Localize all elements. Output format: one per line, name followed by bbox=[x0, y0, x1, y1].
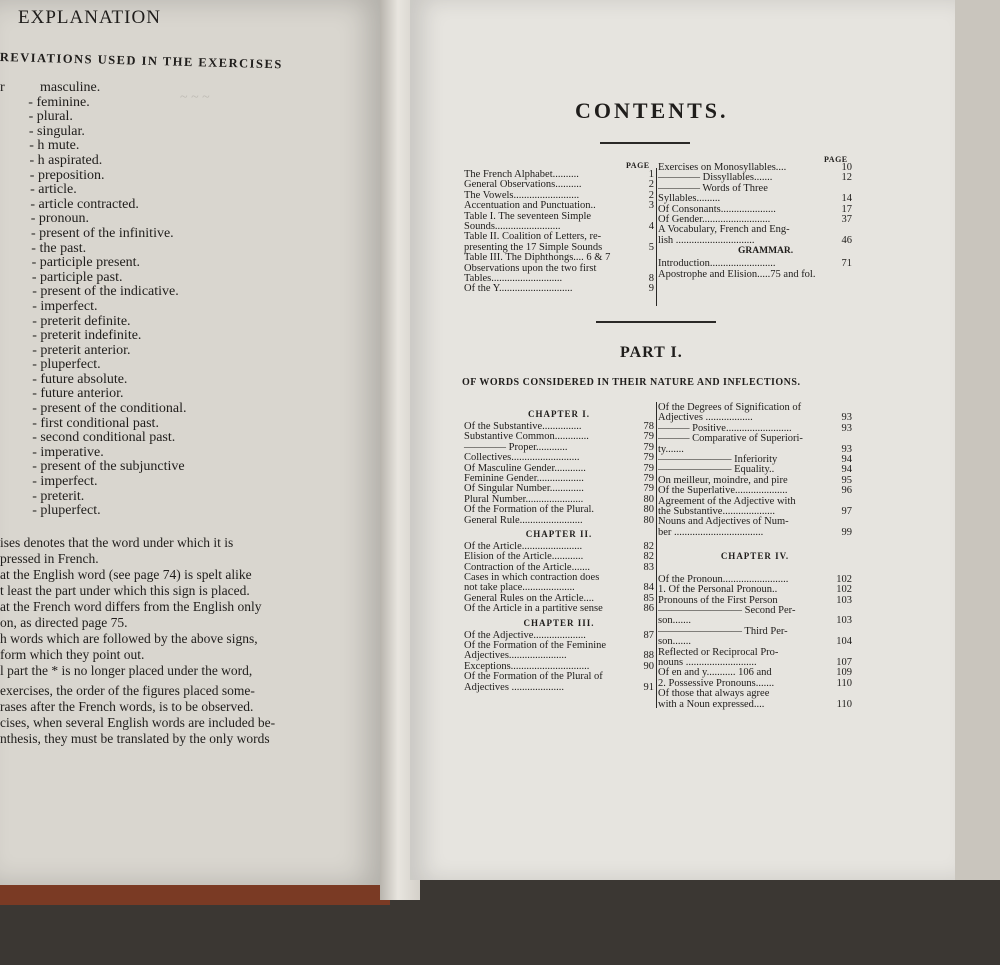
entry-title: GRAMMAR. bbox=[738, 246, 794, 257]
abbreviation-row bbox=[0, 314, 380, 329]
contents-column-bottom-right bbox=[658, 403, 852, 710]
contents-column-top-left bbox=[464, 170, 654, 295]
part-subtitle: OF WORDS CONSIDERED IN THEIR NATURE AND INFLECTIONS. bbox=[462, 377, 801, 388]
entry-page-number: 97 bbox=[841, 505, 852, 517]
entry-title: Of the Adjective.................... bbox=[464, 629, 586, 641]
contents-entry bbox=[464, 505, 654, 515]
abbreviation-row bbox=[0, 343, 380, 358]
entry-page-number: 110 bbox=[836, 698, 852, 710]
abbreviation-definition: - article contracted. bbox=[30, 196, 139, 212]
abbreviation-definition: - preterit anterior. bbox=[32, 342, 131, 358]
abbreviation-definition: - preterit. bbox=[32, 488, 85, 504]
entry-page-number: 96 bbox=[841, 485, 852, 497]
entry-title: Of the Substantive............... bbox=[464, 421, 582, 432]
abbreviation-row bbox=[0, 182, 380, 197]
paragraph-line: t least the part under which this sign is placed. bbox=[0, 583, 250, 598]
entry-page-number: 71 bbox=[841, 258, 852, 270]
abbreviation-row bbox=[0, 270, 380, 285]
entry-title: with a Noun expressed.... bbox=[658, 698, 765, 710]
abbreviation-row bbox=[0, 503, 380, 518]
entry-page-number: 94 bbox=[841, 464, 852, 476]
entry-title: ———— Words of Three bbox=[658, 182, 768, 194]
abbreviation-definition: - first conditional past. bbox=[32, 415, 159, 431]
entry-title: Table I. The seventeen Simple bbox=[464, 210, 592, 222]
entry-title: ———— Proper............ bbox=[464, 441, 568, 453]
entry-title: presenting the 17 Simple Sounds bbox=[464, 241, 603, 253]
entry-page-number: 37 bbox=[841, 213, 852, 225]
entry-title: son....... bbox=[658, 636, 691, 648]
abbreviation-row bbox=[0, 284, 380, 299]
entry-page-number: 79 bbox=[643, 441, 654, 453]
paragraph-line: cises, when several English words are included be- bbox=[0, 715, 276, 730]
entry-title: Pronouns of the First Person bbox=[658, 594, 778, 606]
entry-page-number: 104 bbox=[836, 636, 852, 648]
entry-page-number: 88 bbox=[643, 650, 654, 662]
abbreviation-definition: - present of the subjunctive bbox=[32, 459, 185, 475]
contents-entry bbox=[658, 236, 852, 246]
entry-title: Reflected or Reciprocal Pro- bbox=[658, 646, 779, 658]
entry-page-number: 87 bbox=[643, 629, 654, 641]
entry-page-number: 84 bbox=[643, 582, 654, 594]
abbreviation-definition: - future anterior. bbox=[32, 386, 124, 402]
entry-page-number: 93 bbox=[841, 412, 852, 424]
paragraph-line: form which they point out. bbox=[0, 647, 145, 662]
abbreviation-definition: - present of the infinitive. bbox=[31, 225, 174, 241]
abbreviation-row bbox=[0, 430, 380, 445]
entry-title: Adjectives...................... bbox=[464, 650, 567, 662]
page-label: PAGE bbox=[824, 155, 848, 164]
entry-page-number: 102 bbox=[836, 573, 852, 585]
entry-page-number: 99 bbox=[841, 526, 852, 538]
entry-title: On meilleur, moindre, and pire bbox=[658, 474, 788, 486]
contents-entry bbox=[658, 689, 852, 699]
contents-title: CONTENTS. bbox=[575, 98, 729, 123]
entry-title: Feminine Gender.................. bbox=[464, 472, 584, 484]
entry-page-number: 17 bbox=[841, 203, 852, 215]
entry-page-number: 2 bbox=[648, 179, 654, 191]
entry-title: Of Consonants..................... bbox=[658, 203, 776, 215]
abbreviation-definition: - pronoun. bbox=[30, 211, 90, 227]
abbreviation-row bbox=[0, 386, 380, 401]
entry-page-number: 86 bbox=[643, 603, 654, 615]
entry-title: Sounds......................... bbox=[464, 220, 561, 232]
entry-title: Adjectives .................... bbox=[464, 681, 565, 693]
abbreviation-definition: - h aspirated. bbox=[29, 152, 103, 168]
abbreviation-definition: - preposition. bbox=[29, 167, 105, 183]
chapter-heading: CHAPTER I. bbox=[527, 409, 590, 419]
contents-column-top-right bbox=[658, 163, 852, 280]
entry-page-number: 79 bbox=[643, 462, 654, 474]
paragraph-line: exercises, the order of the figures placed some- bbox=[0, 683, 255, 698]
entry-title: son....... bbox=[658, 615, 691, 627]
abbreviation-row bbox=[0, 168, 380, 183]
entry-title: ——————— Inferiority bbox=[658, 453, 778, 465]
abbreviation-definition: masculine. bbox=[40, 80, 101, 95]
contents-entry bbox=[464, 253, 654, 263]
abbreviation-definition: - present of the indicative. bbox=[32, 284, 179, 300]
entry-page-number: 85 bbox=[643, 592, 654, 604]
entry-page-number: 103 bbox=[836, 594, 852, 606]
entry-title: Of Singular Number............. bbox=[464, 483, 584, 495]
entry-page-number: 78 bbox=[643, 421, 654, 432]
entry-title: Substantive Common............. bbox=[464, 431, 589, 443]
entry-title: Of those that always agree bbox=[658, 688, 770, 700]
contents-column-bottom-left bbox=[464, 406, 654, 693]
entry-title: Contraction of the Article....... bbox=[464, 561, 590, 573]
contents-entry bbox=[658, 528, 852, 538]
bleed-through-text: ~ ~ ~ bbox=[180, 90, 210, 105]
entry-page-number: 102 bbox=[836, 584, 852, 596]
page-title: EXPLANATION bbox=[18, 7, 161, 28]
abbreviation-definition: - article. bbox=[30, 182, 77, 198]
abbreviation-definition: - imperative. bbox=[32, 444, 104, 460]
contents-entry bbox=[658, 486, 852, 496]
paragraph-line: ises denotes that the word under which it is bbox=[0, 535, 234, 550]
entry-page-number: 83 bbox=[643, 561, 654, 573]
entry-title: Syllables......... bbox=[658, 193, 721, 205]
contents-entry bbox=[464, 201, 654, 211]
entry-page-number: 79 bbox=[643, 483, 654, 495]
page-edge-stack bbox=[950, 0, 1000, 880]
abbreviation-row bbox=[0, 124, 380, 139]
page-label: PAGE bbox=[626, 161, 650, 170]
entry-page-number: 90 bbox=[643, 660, 654, 672]
abbreviation-row bbox=[0, 401, 380, 416]
abbreviation-row bbox=[0, 255, 380, 270]
entry-page-number: 82 bbox=[643, 540, 654, 552]
chapter-heading: CHAPTER II. bbox=[525, 528, 593, 539]
entry-page-number: 79 bbox=[643, 452, 654, 464]
abbreviation-definition: - second conditional past. bbox=[32, 430, 176, 446]
abbreviation-definition: - pluperfect. bbox=[32, 357, 101, 373]
abbreviation-row bbox=[0, 153, 380, 168]
entry-title: The French Alphabet.......... bbox=[464, 169, 579, 180]
entry-page-number: 103 bbox=[836, 615, 852, 627]
abbreviation-definition: - future absolute. bbox=[32, 371, 128, 387]
abbreviation-definition: - preterit definite. bbox=[32, 313, 131, 329]
abbreviation-row bbox=[0, 328, 380, 343]
entry-title: ———————— Third Per- bbox=[658, 625, 788, 637]
entry-page-number: 109 bbox=[836, 667, 852, 679]
contents-entry bbox=[658, 194, 852, 204]
contents-entry bbox=[658, 538, 852, 548]
abbreviation-row bbox=[0, 357, 380, 372]
abbreviation-row bbox=[0, 109, 380, 124]
entry-title: A Vocabulary, French and Eng- bbox=[658, 224, 790, 236]
entry-page-number: 110 bbox=[836, 677, 852, 689]
contents-entry bbox=[658, 259, 852, 269]
abbreviation-row bbox=[0, 95, 380, 110]
entry-title: Plural Number...................... bbox=[464, 493, 584, 505]
entry-title: ———— Dissyllables....... bbox=[658, 172, 773, 184]
contents-entry bbox=[658, 270, 852, 280]
contents-entry bbox=[464, 516, 654, 526]
entry-title: ber .................................. bbox=[658, 526, 764, 538]
paragraph-line: at the English word (see page 74) is spelt alike bbox=[0, 567, 252, 582]
abbreviation-definition: - imperfect. bbox=[32, 474, 98, 490]
paragraph-line: at the French word differs from the English only bbox=[0, 599, 262, 614]
entry-title: Agreement of the Adjective with bbox=[658, 495, 796, 507]
entry-page-number: 95 bbox=[841, 474, 852, 486]
abbreviation-definition: - h mute. bbox=[29, 138, 80, 154]
entry-page-number: 8 bbox=[648, 272, 654, 284]
abbreviation-definition: - imperfect. bbox=[32, 298, 98, 314]
column-divider bbox=[656, 402, 657, 708]
entry-title: Tables........................... bbox=[464, 272, 563, 284]
entry-title: Of the Formation of the Plural of bbox=[464, 671, 603, 683]
entry-page-number: 14 bbox=[841, 193, 852, 205]
entry-title: the Substantive.................... bbox=[658, 505, 775, 517]
entry-title: Of the Formation of the Plural. bbox=[464, 504, 595, 516]
abbreviation-row bbox=[0, 226, 380, 241]
abbreviation-row bbox=[0, 197, 380, 212]
chapter-heading: CHAPTER III. bbox=[523, 617, 595, 628]
abbreviation-definition: - participle present. bbox=[31, 255, 141, 271]
entry-page-number: 1 bbox=[648, 169, 654, 180]
abbreviation-row bbox=[0, 445, 380, 460]
entry-title: 1. Of the Personal Pronoun.. bbox=[658, 584, 778, 596]
contents-entry bbox=[464, 683, 654, 693]
left-page bbox=[0, 0, 385, 885]
entry-title: Of the Formation of the Feminine bbox=[464, 640, 607, 652]
entry-title: Cases in which contraction does bbox=[464, 572, 600, 584]
entry-title: Introduction......................... bbox=[658, 258, 776, 270]
abbreviation-definition: - feminine. bbox=[28, 94, 90, 110]
entry-title: Of Gender.......................... bbox=[658, 213, 771, 225]
entry-page-number: 3 bbox=[648, 200, 654, 212]
abbreviation-key: r bbox=[0, 80, 5, 95]
contents-entry bbox=[464, 284, 654, 294]
entry-page-number: 2 bbox=[648, 189, 654, 201]
abbreviation-definition: - participle past. bbox=[31, 269, 123, 285]
entry-title: Of Masculine Gender............ bbox=[464, 462, 586, 474]
entry-page-number: 94 bbox=[841, 453, 852, 465]
entry-page-number: 79 bbox=[643, 431, 654, 443]
entry-page-number: 5 bbox=[648, 241, 654, 253]
entry-title: Nouns and Adjectives of Num- bbox=[658, 516, 789, 528]
entry-page-number: 80 bbox=[643, 514, 654, 526]
divider bbox=[596, 321, 716, 323]
entry-title: Apostrophe and Elision.....75 and fol. bbox=[658, 268, 816, 280]
contents-entry bbox=[658, 700, 852, 710]
entry-title: Of the Pronoun......................... bbox=[658, 573, 789, 585]
abbreviation-row bbox=[0, 80, 380, 95]
entry-title: ———————— Second Per- bbox=[658, 605, 796, 617]
entry-title: Elision of the Article............ bbox=[464, 551, 584, 563]
entry-title: Collectives.......................... bbox=[464, 452, 580, 464]
abbreviation-row bbox=[0, 474, 380, 489]
entry-title: Observations upon the two first bbox=[464, 262, 597, 274]
contents-entry bbox=[464, 604, 654, 614]
paragraph-line: nthesis, they must be translated by the only words bbox=[0, 731, 270, 746]
entry-title: General Rules on the Article.... bbox=[464, 592, 595, 604]
entry-title: Exceptions.............................. bbox=[464, 660, 590, 672]
part-title: PART I. bbox=[620, 344, 683, 361]
abbreviation-list bbox=[0, 80, 380, 518]
entry-page-number: 46 bbox=[841, 234, 852, 246]
entry-page-number: 93 bbox=[841, 443, 852, 455]
entry-title: Table III. The Diphthongs.... 6 & 7 bbox=[464, 252, 611, 264]
entry-title: Of the Degrees of Signification of bbox=[658, 402, 802, 413]
entry-title: nouns ........................... bbox=[658, 656, 757, 668]
abbreviation-definition: - present of the conditional. bbox=[32, 401, 187, 417]
abbreviation-definition: - the past. bbox=[31, 240, 87, 256]
paragraph-line: l part the * is no longer placed under the word, bbox=[0, 663, 253, 678]
divider bbox=[600, 142, 690, 144]
chapter-heading: CHAPTER IV. bbox=[720, 551, 790, 562]
entry-title: Of en and y........... 106 and bbox=[658, 667, 772, 679]
entry-title: Of the Superlative.................... bbox=[658, 485, 788, 497]
entry-page-number: 80 bbox=[643, 493, 654, 505]
entry-title: ——————— Equality.. bbox=[658, 464, 775, 476]
entry-title: General Observations.......... bbox=[464, 179, 582, 191]
explanation-paragraph bbox=[0, 535, 320, 747]
entry-page-number: 4 bbox=[648, 220, 654, 232]
entry-title: 2. Possessive Pronouns....... bbox=[658, 677, 775, 689]
entry-page-number: 12 bbox=[841, 172, 852, 184]
section-subtitle: REVIATIONS USED IN THE EXERCISES bbox=[0, 50, 283, 72]
entry-page-number: 10 bbox=[841, 162, 852, 173]
entry-page-number: 93 bbox=[841, 422, 852, 434]
entry-page-number: 79 bbox=[643, 472, 654, 484]
paragraph-line: on, as directed page 75. bbox=[0, 615, 128, 630]
entry-title: General Rule........................ bbox=[464, 514, 583, 526]
abbreviation-row bbox=[0, 211, 380, 226]
paragraph-line: pressed in French. bbox=[0, 551, 99, 566]
entry-title: The Vowels......................... bbox=[464, 189, 580, 201]
entry-title: Adjectives .................. bbox=[658, 412, 753, 424]
contents-entry bbox=[658, 434, 852, 444]
entry-title: Of the Y............................ bbox=[464, 283, 573, 295]
right-page bbox=[410, 0, 955, 880]
abbreviation-definition: - preterit indefinite. bbox=[32, 328, 142, 344]
entry-page-number: 107 bbox=[836, 656, 852, 668]
abbreviation-row bbox=[0, 372, 380, 387]
entry-page-number: 91 bbox=[643, 681, 654, 693]
entry-page-number: 80 bbox=[643, 504, 654, 516]
abbreviation-row bbox=[0, 241, 380, 256]
abbreviation-definition: - singular. bbox=[28, 123, 85, 139]
entry-title: Exercises on Monosyllables.... bbox=[658, 162, 787, 173]
entry-title: lish .............................. bbox=[658, 234, 755, 246]
entry-title: Accentuation and Punctuation.. bbox=[464, 200, 596, 212]
entry-title: ty....... bbox=[658, 443, 684, 455]
entry-title: ——— Positive......................... bbox=[658, 422, 792, 434]
abbreviation-row bbox=[0, 416, 380, 431]
paragraph-line: h words which are followed by the above signs, bbox=[0, 631, 258, 646]
entry-title: Of the Article in a partitive sense bbox=[464, 603, 603, 615]
column-divider bbox=[656, 168, 657, 306]
entry-page-number: 9 bbox=[648, 283, 654, 295]
contents-entry bbox=[464, 453, 654, 463]
paragraph-line: rases after the French words, is to be observed. bbox=[0, 699, 254, 714]
entry-title: Table II. Coalition of Letters, re- bbox=[464, 231, 602, 243]
abbreviation-row bbox=[0, 299, 380, 314]
entry-title: not take place.................... bbox=[464, 582, 575, 594]
entry-title: Of the Article....................... bbox=[464, 540, 583, 552]
abbreviation-definition: - pluperfect. bbox=[32, 503, 101, 519]
abbreviation-definition: - plural. bbox=[28, 109, 73, 125]
entry-title: ——— Comparative of Superiori- bbox=[658, 433, 803, 445]
abbreviation-row bbox=[0, 138, 380, 153]
abbreviation-row bbox=[0, 459, 380, 474]
abbreviation-row bbox=[0, 489, 380, 504]
entry-page-number: 82 bbox=[643, 551, 654, 563]
